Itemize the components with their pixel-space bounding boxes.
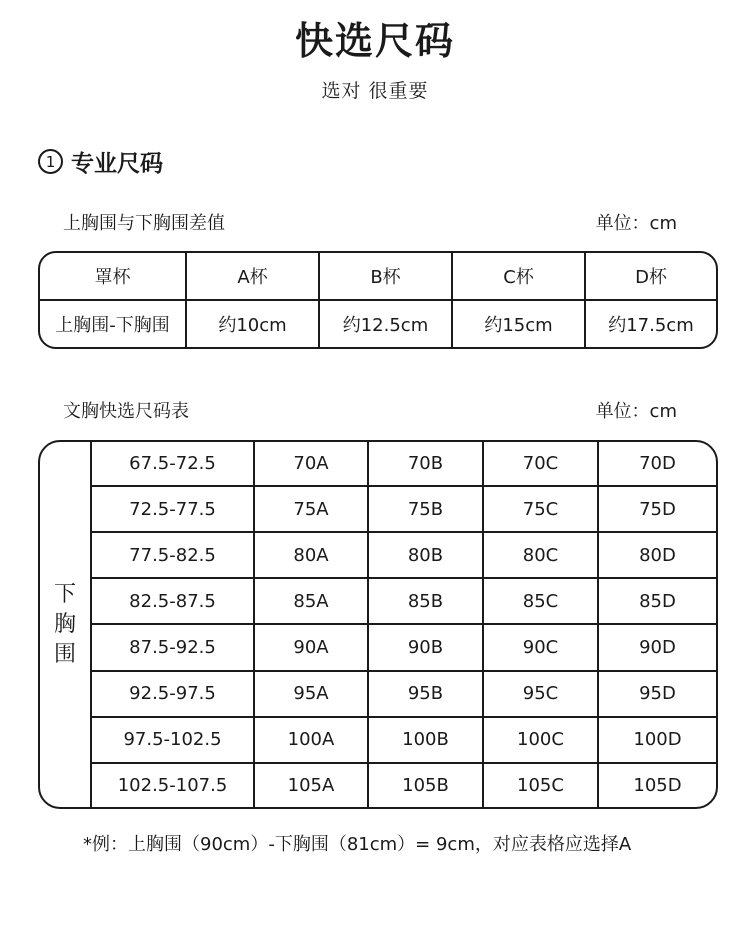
table-cell: 100D (598, 717, 716, 763)
table-cell: 67.5-72.5 (91, 442, 254, 486)
table-cell: 75B (368, 486, 483, 532)
table-cell: 约15cm (452, 300, 585, 347)
table-cell: 90B (368, 624, 483, 670)
table-cell: 75D (598, 486, 716, 532)
table-header-cell: A杯 (186, 253, 319, 300)
size-chart-table (38, 440, 718, 809)
table-cell: 100C (483, 717, 598, 763)
table-row (40, 486, 716, 532)
section-number-badge: 1 (38, 149, 63, 174)
table-cell: 约17.5cm (608, 315, 694, 336)
table-row (40, 578, 716, 624)
table-cell: 77.5-82.5 (91, 532, 254, 578)
table-cell: 95A (254, 671, 368, 717)
table-cell: 75A (254, 486, 368, 532)
table-cell: 95B (368, 671, 483, 717)
table-row (40, 717, 716, 763)
table-cell: 80C (483, 532, 598, 578)
table-cell: 约10cm (186, 300, 319, 347)
size-table-unit: 单位：cm (595, 401, 677, 422)
table-cell: 75C (483, 486, 598, 532)
underbust-side-label (40, 442, 91, 807)
table-cell: 95C (483, 671, 598, 717)
table-header-cell: 罩杯 (40, 253, 186, 300)
section-heading-text: 专业尺码 (71, 151, 163, 177)
cup-table-unit: 单位：cm (595, 213, 677, 234)
table-cell: 82.5-87.5 (91, 578, 254, 624)
table-cell: 90C (483, 624, 598, 670)
table-cell: 102.5-107.5 (91, 763, 254, 807)
table-cell: 上胸围-下胸围 (40, 300, 186, 347)
table-row (40, 624, 716, 670)
table-cell: 70B (368, 442, 483, 486)
page-subtitle: 选对 很重要 (321, 80, 429, 102)
side-label-text: 下胸围 (53, 581, 76, 667)
table-row (40, 763, 716, 807)
cup-table-header-row (40, 253, 716, 300)
table-cell: 70D (598, 442, 716, 486)
cup-table-row (40, 300, 716, 347)
table-cell: 105D (633, 774, 682, 796)
table-cell: 70A (254, 442, 368, 486)
table-header-cell: B杯 (319, 253, 452, 300)
table-row (40, 671, 716, 717)
table-cell: 90D (598, 624, 716, 670)
example-footnote: *例：上胸围（90cm）-下胸围（81cm）= 9cm，对应表格应选择A (83, 834, 632, 855)
cup-difference-table (38, 251, 718, 349)
table-cell: 105A (254, 763, 368, 807)
table-cell: 100A (254, 717, 368, 763)
cup-table-caption: 上胸围与下胸围差值 (63, 213, 225, 234)
table-row (40, 532, 716, 578)
table-cell: 87.5-92.5 (91, 624, 254, 670)
table-row (40, 442, 716, 486)
table-cell: 80D (598, 532, 716, 578)
table-cell: 80B (368, 532, 483, 578)
table-cell: 85A (254, 578, 368, 624)
table-cell: 100B (368, 717, 483, 763)
page-title: 快选尺码 (294, 19, 455, 63)
table-cell: 约12.5cm (319, 300, 452, 347)
table-cell: 97.5-102.5 (91, 717, 254, 763)
table-cell: 72.5-77.5 (91, 486, 254, 532)
table-cell: 92.5-97.5 (91, 671, 254, 717)
table-header-cell: C杯 (452, 253, 585, 300)
size-table-caption: 文胸快选尺码表 (63, 401, 189, 422)
table-cell: 70C (483, 442, 598, 486)
table-cell: 85C (483, 578, 598, 624)
table-cell: 105B (368, 763, 483, 807)
table-cell: 85B (368, 578, 483, 624)
table-cell: 105C (483, 763, 598, 807)
table-cell: 80A (254, 532, 368, 578)
table-cell: 85D (598, 578, 716, 624)
table-cell: 95D (598, 671, 716, 717)
section-heading (38, 145, 163, 178)
table-cell: 90A (254, 624, 368, 670)
table-header-cell: D杯 (585, 253, 716, 300)
